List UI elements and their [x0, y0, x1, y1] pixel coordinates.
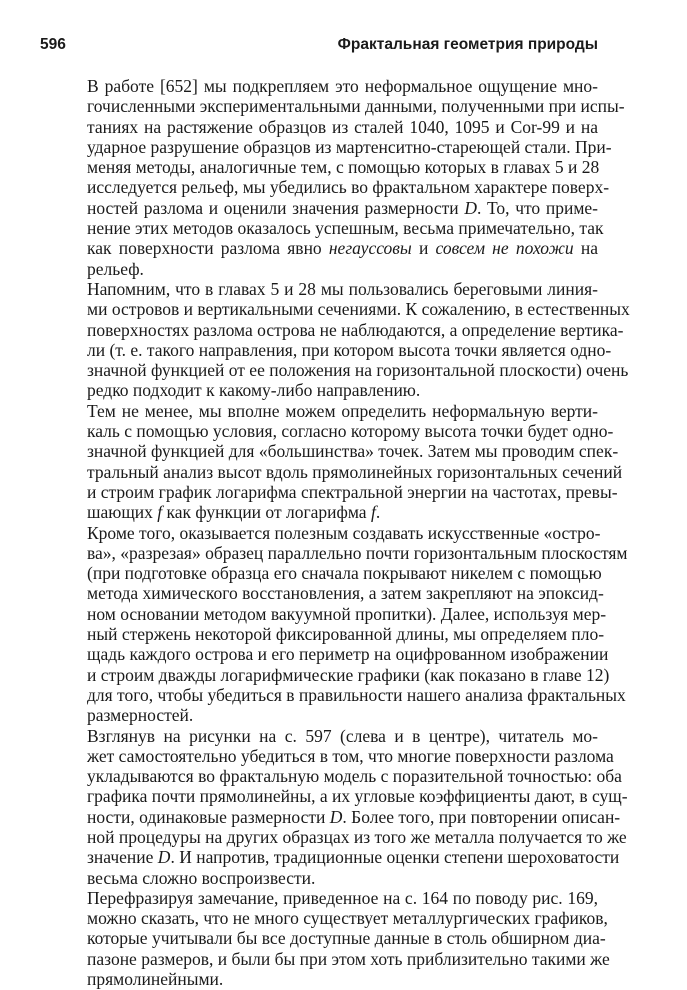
- text-run: каль с помощью условия, согласно которому высота точки будет одно-: [87, 421, 614, 442]
- text-run: рельеф.: [87, 258, 144, 279]
- text-run: (при подготовке образца его сначала покрывают никелем с помощью: [87, 563, 602, 584]
- text-line: [40, 624, 605, 645]
- italic-text: f: [370, 502, 376, 523]
- text-line: [40, 908, 608, 929]
- text-run: как поверхности разлома явно: [87, 238, 329, 259]
- text-line: [40, 583, 604, 604]
- italic-text: D: [464, 197, 477, 218]
- text-line: [40, 684, 626, 705]
- text-line: [40, 157, 598, 177]
- italic-text: совсем не похожи: [435, 238, 574, 259]
- text-line: [40, 766, 622, 787]
- paragraph: [40, 887, 610, 990]
- text-run: значение: [87, 847, 158, 868]
- text-run: Взглянув на рисунки на с. 597 (слева и в центре), читатель мо-: [87, 725, 598, 746]
- text-line: [40, 481, 618, 502]
- text-run: на: [573, 238, 598, 259]
- text-line: [40, 644, 609, 665]
- text-run: и строим дважды логарифмические графики (как показано в главе 12): [87, 664, 610, 685]
- text-run: графика почти прямолинейны, а их угловые коэффициенты дают, в сущ-: [87, 786, 628, 807]
- text-line: [40, 401, 598, 421]
- text-line: [40, 76, 598, 96]
- italic-text: D: [157, 847, 171, 868]
- text-run: Напомним, что в главах 5 и 28 мы пользовались береговыми линия-: [87, 278, 598, 299]
- text-run: Перефразируя замечание, приведенное на с. 164 по поводу рис. 169,: [87, 887, 598, 908]
- text-line: [40, 888, 598, 908]
- text-line: [40, 705, 598, 725]
- text-line: [40, 826, 627, 847]
- text-run: ва», «разрезая» образец параллельно почти горизонтальным плоскостям: [87, 542, 628, 563]
- text-run: можно сказать, что не много существует металлургических графиков,: [87, 908, 608, 929]
- text-run: ной процедуры на других образцах из того же металла получается то же: [87, 826, 627, 847]
- text-run: ности, одинаковые размерности: [87, 806, 330, 827]
- paragraph: [40, 76, 625, 279]
- page-header: [40, 36, 598, 56]
- paragraph: [40, 278, 630, 401]
- text-line: [40, 441, 619, 462]
- text-line: [40, 279, 598, 299]
- text-run: и: [411, 238, 436, 259]
- text-run: щадь каждого острова и его периметр на оцифрованном изображении: [87, 644, 609, 665]
- paragraph: [40, 522, 628, 726]
- text-line: [40, 664, 610, 685]
- text-line: [40, 969, 598, 989]
- text-line: [40, 928, 606, 949]
- text-line: [40, 238, 598, 258]
- text-line: [40, 259, 598, 279]
- text-run: шающих: [87, 502, 158, 523]
- text-line: [40, 218, 604, 239]
- text-line: [40, 136, 612, 157]
- text-line: [40, 299, 630, 320]
- text-line: [40, 948, 610, 969]
- text-run: тральный анализ высот вдоль прямолинейных горизонтальных сечений: [87, 461, 623, 482]
- text-run: Тем не менее, мы вполне можем определить неформальную верти-: [87, 400, 598, 421]
- text-line: [40, 421, 614, 442]
- text-run: В работе [652] мы подкрепляем это неформальное ощущение мно-: [87, 76, 598, 96]
- text-line: [40, 177, 610, 198]
- text-line: [40, 806, 621, 827]
- text-run: ли (т. е. такого направления, при котором высота точки является одно-: [87, 339, 612, 360]
- text-run: для того, чтобы убедиться в правильности нашего анализа фрактальных: [87, 684, 626, 705]
- text-line: [40, 786, 628, 807]
- text-line: [40, 745, 614, 766]
- text-run: меняя методы, аналогичные тем, с помощью которых в главах 5 и 28: [87, 157, 600, 178]
- text-run: значной функцией для «большинства» точек. Затем мы проводим спек-: [87, 441, 619, 462]
- text-line: [40, 198, 598, 218]
- text-line: [40, 96, 625, 117]
- text-line: [40, 502, 598, 522]
- italic-text: f: [157, 502, 163, 523]
- text-line: [40, 461, 623, 482]
- paragraph: [40, 725, 628, 888]
- paragraph: [40, 400, 623, 523]
- text-run: ностей разлома и оценили значения размерности: [87, 197, 465, 218]
- text-line: [40, 319, 624, 340]
- text-run: исследуется рельеф, мы убедились во фрактальном характере поверх-: [87, 177, 610, 198]
- text-run: таниях на растяжение образцов из сталей 1040, 1095 и Cor-99 и на: [87, 116, 598, 137]
- text-run: как функции от логарифма: [162, 502, 371, 523]
- text-run: пазоне размеров, и были бы при этом хоть приблизительно такими же: [87, 948, 610, 969]
- text-run: .: [375, 502, 381, 523]
- text-run: нение этих методов оказалось успешным, весьма примечательно, так: [87, 218, 604, 239]
- text-run: весьма сложно воспроизвести.: [87, 867, 316, 888]
- text-line: [40, 542, 628, 563]
- text-run: метода химического восстановления, а затем закрепляют на эпоксид-: [87, 583, 604, 604]
- text-line: [40, 868, 598, 888]
- text-run: укладываются во фрактальную модель с поразительной точностью: оба: [87, 766, 622, 787]
- text-run: которые учитывали бы все доступные данные в столь обширном диа-: [87, 928, 606, 949]
- text-line: [40, 847, 620, 868]
- text-run: жет самостоятельно убедиться в том, что многие поверхности разлома: [87, 745, 614, 766]
- page-number: 596: [40, 36, 66, 53]
- text-run: гочисленными экспериментальными данными, полученными при испы-: [87, 96, 625, 117]
- italic-text: D: [329, 806, 343, 827]
- body-text: [40, 76, 630, 990]
- text-run: размерностей.: [87, 705, 194, 726]
- text-line: [40, 603, 607, 624]
- text-line: [40, 380, 598, 400]
- text-run: поверхностях разлома острова не наблюдаются, а определение вертика-: [87, 319, 624, 340]
- text-run: прямолинейными.: [87, 969, 224, 990]
- text-run: . Более того, при повторении описан-: [342, 806, 621, 827]
- text-line: [40, 563, 602, 584]
- text-run: ном основании методом вакуумной пропитки). Далее, используя мер-: [87, 603, 607, 624]
- text-line: [40, 360, 629, 381]
- text-line: [40, 726, 598, 746]
- text-line: [40, 522, 601, 543]
- text-run: значной функцией от ее положения на горизонтальной плоскости) очень: [87, 360, 629, 381]
- text-line: [40, 117, 598, 137]
- text-line: [40, 339, 612, 360]
- text-run: . И напротив, традиционные оценки степени шероховатости: [170, 847, 620, 868]
- running-title: Фрактальная геометрия природы: [337, 36, 598, 53]
- text-run: ный стержень некоторой фиксированной длины, мы определяем пло-: [87, 624, 605, 645]
- text-run: редко подходит к какому-либо направлению.: [87, 380, 421, 401]
- text-run: Кроме того, оказывается полезным создавать искусственные «остро-: [87, 522, 601, 543]
- text-run: . То, что приме-: [476, 197, 598, 218]
- text-run: ударное разрушение образцов из мартенситно-стареющей стали. При-: [87, 136, 612, 157]
- italic-text: негауссовы: [328, 238, 412, 259]
- text-run: и строим график логарифма спектральной энергии на частотах, превы-: [87, 481, 618, 502]
- text-run: ми островов и вертикальными сечениями. К сожалению, в естественных: [87, 299, 630, 320]
